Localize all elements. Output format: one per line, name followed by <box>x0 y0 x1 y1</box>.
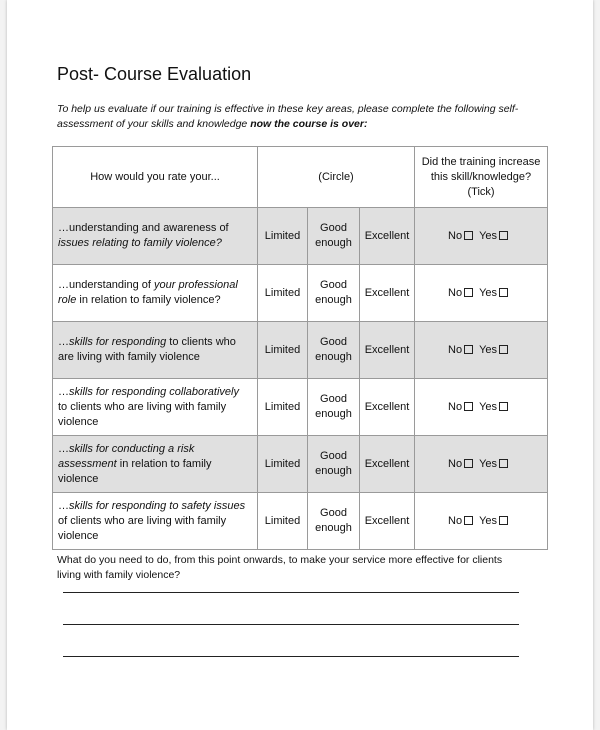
row-question-italic: issues relating to family violence? <box>58 237 222 249</box>
no-label: No <box>448 343 463 356</box>
intro-text <box>57 102 527 131</box>
yes-label: Yes <box>479 457 498 470</box>
yes-label: Yes <box>479 343 498 356</box>
row-question-pre: … <box>58 336 69 348</box>
row-question-pre: …understanding of <box>58 279 155 291</box>
row-question-italic: skills for conducting a risk assessment <box>58 442 195 470</box>
row-question-pre: … <box>58 442 69 455</box>
document-page <box>7 0 593 730</box>
row-question-post: in relation to family violence <box>58 457 212 485</box>
tick-cell <box>415 436 548 493</box>
option-excellent[interactable]: Excellent <box>360 265 415 322</box>
no-checkbox[interactable] <box>464 516 473 525</box>
option-excellent[interactable]: Excellent <box>360 436 415 493</box>
row-question-pre: … <box>58 499 69 512</box>
option-excellent[interactable]: Excellent <box>360 379 415 436</box>
header-tick-line3: (Tick) <box>467 185 495 198</box>
table-header-row <box>53 147 548 208</box>
no-label: No <box>448 400 463 413</box>
yes-checkbox[interactable] <box>499 231 508 240</box>
header-tick-line1: Did the training increase <box>421 155 541 168</box>
option-excellent[interactable]: Excellent <box>360 208 415 265</box>
option-good-enough[interactable]: Good enough <box>308 208 360 265</box>
no-label: No <box>448 514 463 527</box>
row-question <box>53 436 258 493</box>
option-limited[interactable]: Limited <box>258 208 308 265</box>
option-limited[interactable]: Limited <box>258 493 308 550</box>
intro-body: To help us evaluate if our training is effective in these key areas, please complete the following self-assessment of your skills and knowledge <box>57 103 519 130</box>
no-checkbox[interactable] <box>464 231 473 240</box>
evaluation-table <box>52 146 548 550</box>
tick-cell <box>415 265 548 322</box>
yes-label: Yes <box>479 514 498 527</box>
row-question-post: in relation to family violence? <box>76 294 221 306</box>
row-question <box>53 379 258 436</box>
option-good-enough[interactable]: Good enough <box>308 322 360 379</box>
tick-cell <box>415 379 548 436</box>
no-checkbox[interactable] <box>464 459 473 468</box>
option-good-enough[interactable]: Good enough <box>308 379 360 436</box>
option-excellent[interactable]: Excellent <box>360 493 415 550</box>
yes-checkbox[interactable] <box>499 345 508 354</box>
table-row <box>53 322 548 379</box>
row-question-italic: skills for responding <box>69 336 167 348</box>
option-good-enough[interactable]: Good enough <box>308 493 360 550</box>
yes-checkbox[interactable] <box>499 459 508 468</box>
table-row <box>53 208 548 265</box>
row-question-post: of clients who are living with family violence <box>58 514 227 542</box>
option-limited[interactable]: Limited <box>258 265 308 322</box>
no-label: No <box>448 229 463 242</box>
no-label: No <box>448 286 463 299</box>
row-question <box>53 493 258 550</box>
yes-checkbox[interactable] <box>499 516 508 525</box>
option-limited[interactable]: Limited <box>258 436 308 493</box>
header-circle: (Circle) <box>258 147 415 208</box>
table-row <box>53 379 548 436</box>
answer-line-1[interactable] <box>63 592 519 593</box>
option-limited[interactable]: Limited <box>258 322 308 379</box>
yes-label: Yes <box>479 400 498 413</box>
answer-line-3[interactable] <box>63 656 519 657</box>
header-tick <box>415 147 548 208</box>
no-checkbox[interactable] <box>464 345 473 354</box>
option-excellent[interactable]: Excellent <box>360 322 415 379</box>
tick-cell <box>415 322 548 379</box>
table-row <box>53 436 548 493</box>
no-label: No <box>448 457 463 470</box>
option-good-enough[interactable]: Good enough <box>308 265 360 322</box>
yes-checkbox[interactable] <box>499 288 508 297</box>
no-checkbox[interactable] <box>464 288 473 297</box>
yes-checkbox[interactable] <box>499 402 508 411</box>
intro-emphasis: now the course is over: <box>250 117 368 130</box>
row-question-pre: … <box>58 385 69 398</box>
table-row <box>53 493 548 550</box>
row-question-italic: skills for responding to safety issues <box>69 499 246 512</box>
row-question-italic: skills for responding collaboratively <box>69 385 239 398</box>
option-good-enough[interactable]: Good enough <box>308 436 360 493</box>
yes-label: Yes <box>479 286 498 299</box>
follow-up-question: What do you need to do, from this point onwards, to make your service more effective for clients living with family violence? <box>57 554 503 581</box>
option-limited[interactable]: Limited <box>258 379 308 436</box>
header-question: How would you rate your... <box>53 147 258 208</box>
table-row <box>53 265 548 322</box>
tick-cell <box>415 208 548 265</box>
row-question <box>53 322 258 379</box>
row-question <box>53 265 258 322</box>
row-question-pre: …understanding and awareness of <box>58 222 229 234</box>
tick-cell <box>415 493 548 550</box>
yes-label: Yes <box>479 229 498 242</box>
page-title: Post- Course Evaluation <box>57 64 252 84</box>
row-question-post: to clients who are living with family violence <box>58 400 227 428</box>
row-question <box>53 208 258 265</box>
no-checkbox[interactable] <box>464 402 473 411</box>
header-tick-line2: this skill/knowledge? <box>430 170 532 183</box>
answer-line-2[interactable] <box>63 624 519 625</box>
row-question-post: to clients who are living with family violence <box>58 336 236 363</box>
row-question-italic: your professional role <box>58 279 238 306</box>
